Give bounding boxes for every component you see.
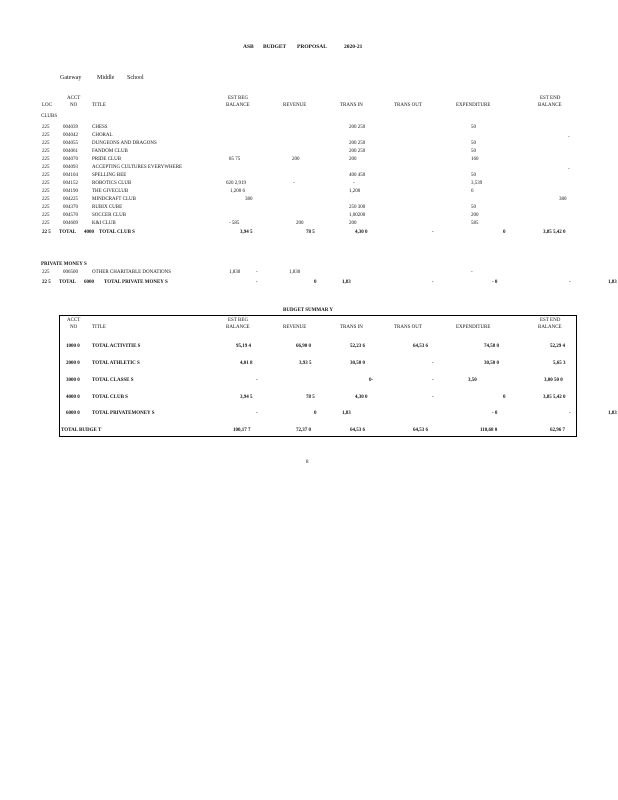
cell-revenue: - [293, 181, 295, 186]
col-end-balance: BALANCE [538, 325, 562, 330]
cell-trans-in: 200 250 [349, 125, 366, 130]
total-trans-out: 64,53 6 [413, 428, 428, 433]
cell-title: TOTAL ACTIVITIE S [92, 344, 141, 349]
cell-expenditure: 50 [471, 141, 476, 146]
school-word: Middle [97, 75, 115, 81]
section-label-clubs: CLUBS [41, 114, 58, 119]
cell-title: SPELLING BEE [92, 173, 127, 178]
total-expenditure: 110,68 0 [480, 428, 498, 433]
cell-acct: 006500 [63, 270, 78, 275]
cell-trans-in: 200 250 [349, 149, 366, 154]
cell-code: 2000 0 [66, 361, 80, 366]
cell-expenditure: 50 [471, 125, 476, 130]
cell-expenditure: 585 [471, 221, 479, 226]
cell-revenue: 0 [314, 411, 317, 416]
cell-acct: 004152 [63, 181, 78, 186]
cell-loc: 225 [42, 173, 50, 178]
cell-trans-in: 0- [369, 378, 374, 383]
cell-expenditure: 50 [471, 205, 476, 210]
cell-expenditure: - 0 [492, 411, 498, 416]
col-acct-no: NO [70, 103, 78, 108]
total-end-balance: 62,96 7 [550, 428, 565, 433]
cell-beg-balance: - [256, 411, 258, 416]
total-label: TOTAL [59, 230, 77, 235]
total-trans-in: 1,83 [342, 280, 351, 285]
summary-table-border [59, 315, 577, 437]
cell-trans-in: 4,30 0 [355, 395, 368, 400]
cell-beg-balance: 380 [245, 197, 253, 202]
cell-revenue: 66,90 0 [296, 344, 311, 349]
cell-expenditure: 3,50 [468, 378, 477, 383]
total-loc: 22 5 [42, 280, 51, 285]
cell-end-balance: - [568, 135, 570, 140]
cell-acct: 004104 [63, 173, 78, 178]
cell-title: K&I CLUB [92, 221, 116, 226]
title-word: 2020-21 [344, 44, 363, 50]
cell-title: RUBIX CUBE [92, 205, 123, 210]
cell-code: 6000 0 [66, 411, 80, 416]
cell-title: TOTAL CLUB S [92, 395, 128, 400]
cell-expenditure: 30,50 0 [484, 361, 499, 366]
cell-loc: 225 [42, 181, 50, 186]
cell-dash: - [256, 270, 258, 275]
col-est-end: EST END [540, 318, 561, 323]
col-trans-out: TRANS OUT [394, 325, 422, 330]
cell-trans-in: 250 300 [349, 205, 366, 210]
cell-end-balance: 3,00 50 0 [544, 378, 563, 383]
cell-acct: 004190 [63, 189, 78, 194]
cell-acct: 004055 [63, 141, 78, 146]
section-label-private-money: PRIVATE MONEY S [41, 262, 87, 267]
total-title: TOTAL BUDGE T [61, 428, 102, 433]
cell-revenue: 3,93 5 [299, 361, 312, 366]
total-trans-in: 64,53 6 [350, 428, 365, 433]
col-est-beg: EST BEG [228, 318, 249, 323]
cell-code: 3000 0 [66, 378, 80, 383]
cell-revenue: 78 5 [306, 395, 315, 400]
cell-acct: 004609 [63, 221, 78, 226]
total-label: TOTAL [59, 280, 77, 285]
cell-trans-in: 200 [349, 157, 357, 162]
cell-beg-balance: 95,19 4 [236, 344, 251, 349]
cell-trans-out: - [432, 361, 434, 366]
cell-beg-balance: 4,01 8 [240, 361, 253, 366]
cell-loc: 225 [42, 197, 50, 202]
cell-revenue: 200 [296, 221, 304, 226]
cell-trans-in: 1,200 [349, 189, 361, 194]
col-end-balance: BALANCE [538, 103, 562, 108]
cell-expenditure: - [471, 270, 473, 275]
cell-loc: 225 [42, 189, 50, 194]
cell-acct: 004042 [63, 133, 78, 138]
col-revenue: REVENUE [283, 325, 307, 330]
cell-beg-balance: 620 2,919 [226, 181, 246, 186]
cell-title: TOTAL ATHLETIC S [92, 361, 140, 366]
cell-trans-in: 200 [349, 221, 357, 226]
cell-trans-in: 52,23 6 [350, 344, 365, 349]
col-revenue: REVENUE [283, 103, 307, 108]
col-loc: LOC [42, 103, 52, 108]
cell-title: CHORAL [92, 133, 113, 138]
cell-title: DUNGEONS AND DRAGONS [92, 141, 157, 146]
cell-trans-in: 200 250 [349, 141, 366, 146]
cell-title: TOTAL CLASSE S [92, 378, 134, 383]
cell-title: PRIDE CLUB [92, 157, 122, 162]
cell-loc: 225 [42, 270, 50, 275]
cell-beg-balance: 1,830 [229, 270, 241, 275]
cell-expenditure: 160 [471, 157, 479, 162]
col-acct-no: NO [70, 325, 78, 330]
total-acct: 6000 [84, 280, 94, 285]
cell-beg-balance: - 585 [229, 221, 240, 226]
cell-title: ROBOTICS CLUB [92, 181, 132, 186]
col-est-beg: EST BEG [228, 96, 249, 101]
cell-loc: 225 [42, 213, 50, 218]
cell-loc: 225 [42, 165, 50, 170]
cell-loc: 225 [42, 141, 50, 146]
school-word: Gateway [60, 75, 82, 81]
cell-acct: 004070 [63, 157, 78, 162]
total-rev: 0 [314, 280, 317, 285]
cell-title: MINDCRAFT CLUB [92, 197, 136, 202]
total-title: TOTAL CLUB S [99, 230, 135, 235]
cell-expenditure: 200 [471, 213, 479, 218]
col-trans-in: TRANS IN [340, 103, 363, 108]
cell-expenditure: 3,539 [471, 181, 483, 186]
cell-code: 4000 0 [66, 395, 80, 400]
cell-trans-in: 30,50 0 [350, 361, 365, 366]
cell-code: 1000 0 [66, 344, 80, 349]
cell-beg-balance: 3,94 5 [240, 395, 253, 400]
cell-trans-in: 400 450 [349, 173, 366, 178]
cell-end-balance: 52,29 4 [550, 344, 565, 349]
cell-beg-balance: 85 75 [229, 157, 241, 162]
total-beg: 3,94 5 [240, 230, 253, 235]
summary-heading: BUDGET SUMMAR Y [283, 308, 334, 313]
total-end-balance: - [569, 280, 571, 285]
total-loc: 22 5 [42, 230, 51, 235]
col-title: TITLE [92, 103, 106, 108]
cell-end-balance: 3,85 5,42 0 [543, 395, 566, 400]
cell-title: TOTAL PRIVATEMONEY S [92, 411, 155, 416]
title-word: ASB [243, 44, 254, 50]
total-beg: - [256, 280, 258, 285]
col-title: TITLE [92, 325, 106, 330]
cell-trans-in: - [353, 181, 355, 186]
cell-acct: 004370 [63, 205, 78, 210]
cell-title: FANDOM CLUB [92, 149, 128, 154]
col-beg-balance: BALANCE [226, 103, 250, 108]
cell-loc: 225 [42, 157, 50, 162]
col-acct: ACCT [67, 318, 81, 323]
col-acct: ACCT [67, 96, 81, 101]
cell-end-balance: 380 [559, 197, 567, 202]
cell-trans-in: 1,00200 [349, 213, 366, 218]
cell-loc: 225 [42, 221, 50, 226]
total-rev: 72,37 0 [296, 428, 311, 433]
cell-acct: 004225 [63, 197, 78, 202]
cell-loc: 225 [42, 133, 50, 138]
total-trans-in: 4,30 0 [355, 230, 368, 235]
cell-trans-out: - [432, 395, 434, 400]
cell-title: CHESS [92, 125, 108, 130]
cell-revenue: 200 [292, 157, 300, 162]
cell-loc: 225 [42, 205, 50, 210]
col-beg-balance: BALANCE [226, 325, 250, 330]
total-expenditure: 0 [503, 230, 506, 235]
cell-end-balance: - [569, 411, 571, 416]
cell-acct: 004061 [63, 149, 78, 154]
cell-loc: 225 [42, 149, 50, 154]
page-number: 8 [306, 460, 309, 465]
cell-end-balance: - [568, 167, 570, 172]
cell-expenditure: 0 [503, 395, 506, 400]
total-end-balance: 3,85 5,42 0 [543, 230, 566, 235]
cell-trans-in: 1,83 [342, 411, 351, 416]
cell-title: THE GIVECLUB [92, 189, 129, 194]
col-expenditure: EXPENDITURE [456, 325, 491, 330]
total-trans-out: - [432, 230, 434, 235]
cell-title: OTHER CHARITABLE DONATIONS [92, 270, 172, 275]
cell-trans-out: - [432, 378, 434, 383]
total-expenditure: - 0 [492, 280, 498, 285]
cell-expenditure: 74,58 0 [484, 344, 499, 349]
school-word: School [127, 75, 144, 81]
cell-end-balance: 5,65 3 [553, 361, 566, 366]
total-rev: 78 5 [306, 230, 315, 235]
col-trans-out: TRANS OUT [394, 103, 422, 108]
col-est-end: EST END [540, 96, 561, 101]
cell-expenditure: 6 [471, 189, 474, 194]
col-trans-in: TRANS IN [340, 325, 363, 330]
cell-acct: 004093 [63, 165, 78, 170]
cell-beg-balance: - [256, 378, 258, 383]
cell-expenditure: 50 [471, 149, 476, 154]
total-beg: 100,17 7 [233, 428, 251, 433]
cell-beg-balance: 1,200 6 [230, 189, 245, 194]
cell-loc: 225 [42, 125, 50, 130]
title-word: PROPOSAL [297, 44, 327, 50]
cell-title: ACCEPTING CULTURES EVERYWHERE [92, 165, 183, 170]
cell-acct: 004039 [63, 125, 78, 130]
cell-trans-out: 64,53 6 [413, 344, 428, 349]
total-acct: 4000 [84, 230, 94, 235]
cell-revenue: 1,830 [289, 270, 301, 275]
title-word: BUDGET [263, 44, 287, 50]
cell-expenditure: 50 [471, 173, 476, 178]
cell-acct: 004570 [63, 213, 78, 218]
total-overflow-value: 1,83 [608, 280, 617, 285]
cell-title: SOCCER CLUB [92, 213, 127, 218]
total-trans-out: - [432, 280, 434, 285]
cell-overflow-value: 1,83 [608, 411, 617, 416]
col-expenditure: EXPENDITURE [456, 103, 491, 108]
total-title: TOTAL PRIVATE MONEY S [104, 280, 168, 285]
